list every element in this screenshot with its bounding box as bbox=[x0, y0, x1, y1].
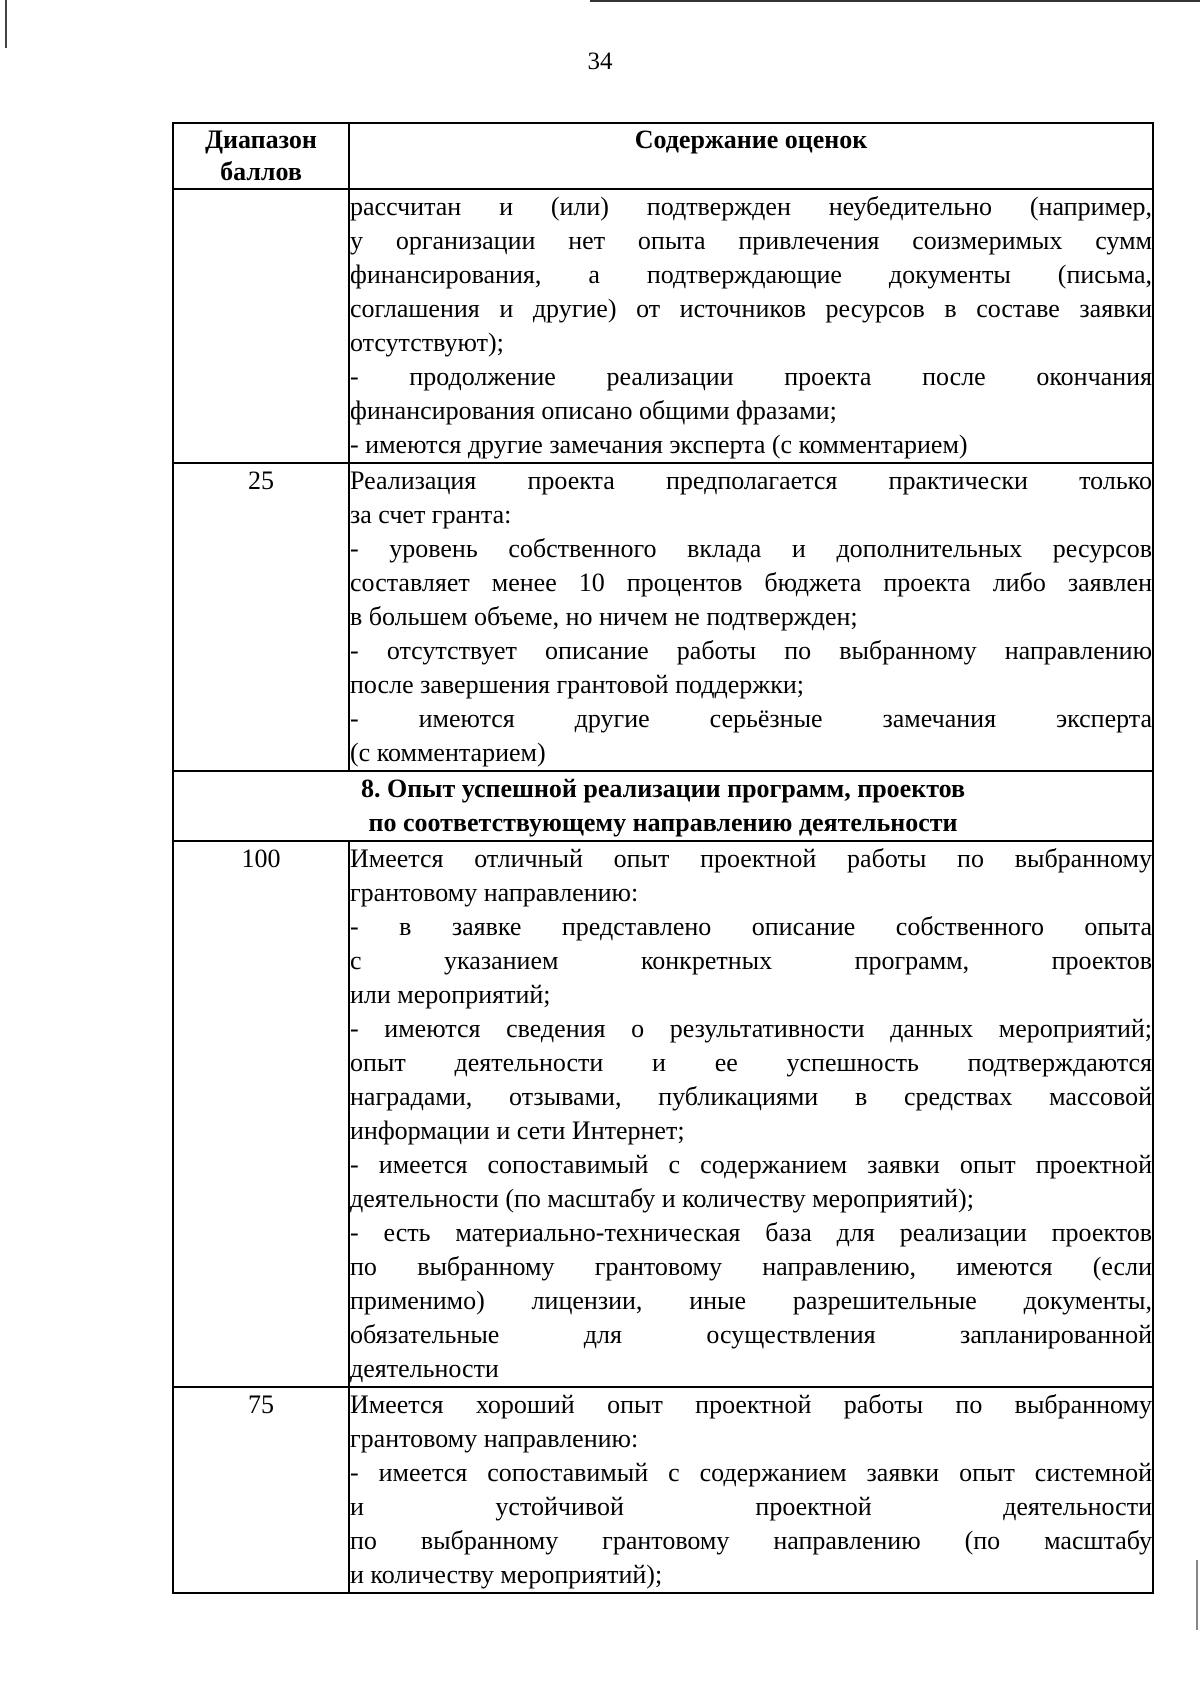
table-body bbox=[173, 189, 1153, 1593]
content-line: - имеются другие замечания эксперта (с комментарием) bbox=[350, 430, 968, 459]
content-line: применимо) лицензии, иные разрешительные документы, bbox=[350, 1286, 1152, 1315]
evaluation-table bbox=[172, 122, 1154, 1594]
content-line: составляет менее 10 процентов бюджета проекта либо заявлен bbox=[350, 568, 1152, 597]
content-cell bbox=[349, 841, 1153, 1387]
content-line: - имеется сопоставимый с содержанием заявки опыт проектной bbox=[350, 1150, 1152, 1179]
content-line: деятельности (по масштабу и количеству мероприятий); bbox=[350, 1184, 974, 1213]
content-line: и устойчивой проектной деятельности bbox=[350, 1492, 1152, 1521]
table-row bbox=[173, 189, 1153, 463]
table-row bbox=[173, 463, 1153, 771]
content-line: финансирования описано общими фразами; bbox=[350, 396, 837, 425]
content-line: - уровень собственного вклада и дополнительных ресурсов bbox=[350, 534, 1152, 563]
content-line: рассчитан и (или) подтвержден неубедительно (например, bbox=[350, 192, 1152, 221]
content-line: Имеется отличный опыт проектной работы по выбранному bbox=[350, 844, 1152, 873]
score-cell: 75 bbox=[173, 1387, 349, 1593]
table-row bbox=[173, 841, 1153, 1387]
page-number: 34 bbox=[587, 48, 613, 75]
score-cell: 100 bbox=[173, 841, 349, 1387]
content-line: - есть материально-техническая база для реализации проектов bbox=[350, 1218, 1152, 1247]
content-line: опыт деятельности и ее успешность подтверждаются bbox=[350, 1048, 1152, 1077]
header-content: Содержание оценок bbox=[349, 123, 1153, 189]
section-heading bbox=[173, 771, 1153, 841]
content-line: с указанием конкретных программ, проектов bbox=[350, 946, 1152, 975]
content-line: по выбранному грантовому направлению (по масштабу bbox=[350, 1526, 1152, 1555]
content-line: - имеется сопоставимый с содержанием заявки опыт системной bbox=[350, 1458, 1152, 1487]
content-line: - отсутствует описание работы по выбранному направлению bbox=[350, 636, 1152, 665]
content-line: и количеству мероприятий); bbox=[350, 1560, 663, 1589]
scan-edge-mark-top bbox=[590, 0, 1200, 2]
content-line: за счет гранта: bbox=[350, 500, 512, 529]
content-line: после завершения грантовой поддержки; bbox=[350, 670, 804, 699]
content-line: грантовому направлению: bbox=[350, 878, 639, 907]
content-line: финансирования, а подтверждающие документы (письма, bbox=[350, 260, 1152, 289]
score-cell: 25 bbox=[173, 463, 349, 771]
table-row bbox=[173, 1387, 1153, 1593]
content-line: по выбранному грантовому направлению, имеются (если bbox=[350, 1252, 1152, 1281]
content-line: в большем объеме, но ничем не подтвержден; bbox=[350, 602, 858, 631]
scan-edge-mark-right bbox=[1196, 1560, 1198, 1630]
table-header-row bbox=[173, 123, 1153, 189]
header-score-range: Диапазон баллов bbox=[173, 123, 349, 189]
content-line: (с комментарием) bbox=[350, 738, 546, 767]
content-line: отсутствуют); bbox=[350, 328, 504, 357]
content-cell bbox=[349, 463, 1153, 771]
content-line: грантовому направлению: bbox=[350, 1424, 639, 1453]
content-line: - имеются сведения о результативности данных мероприятий; bbox=[350, 1014, 1152, 1043]
score-cell bbox=[173, 189, 349, 463]
content-line: у организации нет опыта привлечения соизмеримых сумм bbox=[350, 226, 1152, 255]
content-line: - продолжение реализации проекта после окончания bbox=[350, 362, 1152, 391]
content-line: - имеются другие серьёзные замечания эксперта bbox=[350, 704, 1152, 733]
content-cell bbox=[349, 1387, 1153, 1593]
content-line: Имеется хороший опыт проектной работы по выбранному bbox=[350, 1390, 1152, 1419]
content-line: наградами, отзывами, публикациями в средствах массовой bbox=[350, 1082, 1152, 1111]
section-heading-row bbox=[173, 771, 1153, 841]
section-heading-line: 8. Опыт успешной реализации программ, проектов bbox=[360, 774, 966, 803]
content-line: соглашения и другие) от источников ресурсов в составе заявки bbox=[350, 294, 1152, 323]
content-line: информации и сети Интернет; bbox=[350, 1116, 685, 1145]
content-cell bbox=[349, 189, 1153, 463]
content-line: обязательные для осуществления запланированной bbox=[350, 1320, 1152, 1349]
content-line: деятельности bbox=[350, 1354, 499, 1383]
scan-edge-mark-left bbox=[5, 0, 7, 48]
content-line: или мероприятий; bbox=[350, 980, 551, 1009]
content-line: Реализация проекта предполагается практически только bbox=[350, 466, 1152, 495]
section-heading-line: по соответствующему направлению деятельности bbox=[368, 808, 958, 837]
content-line: - в заявке представлено описание собственного опыта bbox=[350, 912, 1152, 941]
